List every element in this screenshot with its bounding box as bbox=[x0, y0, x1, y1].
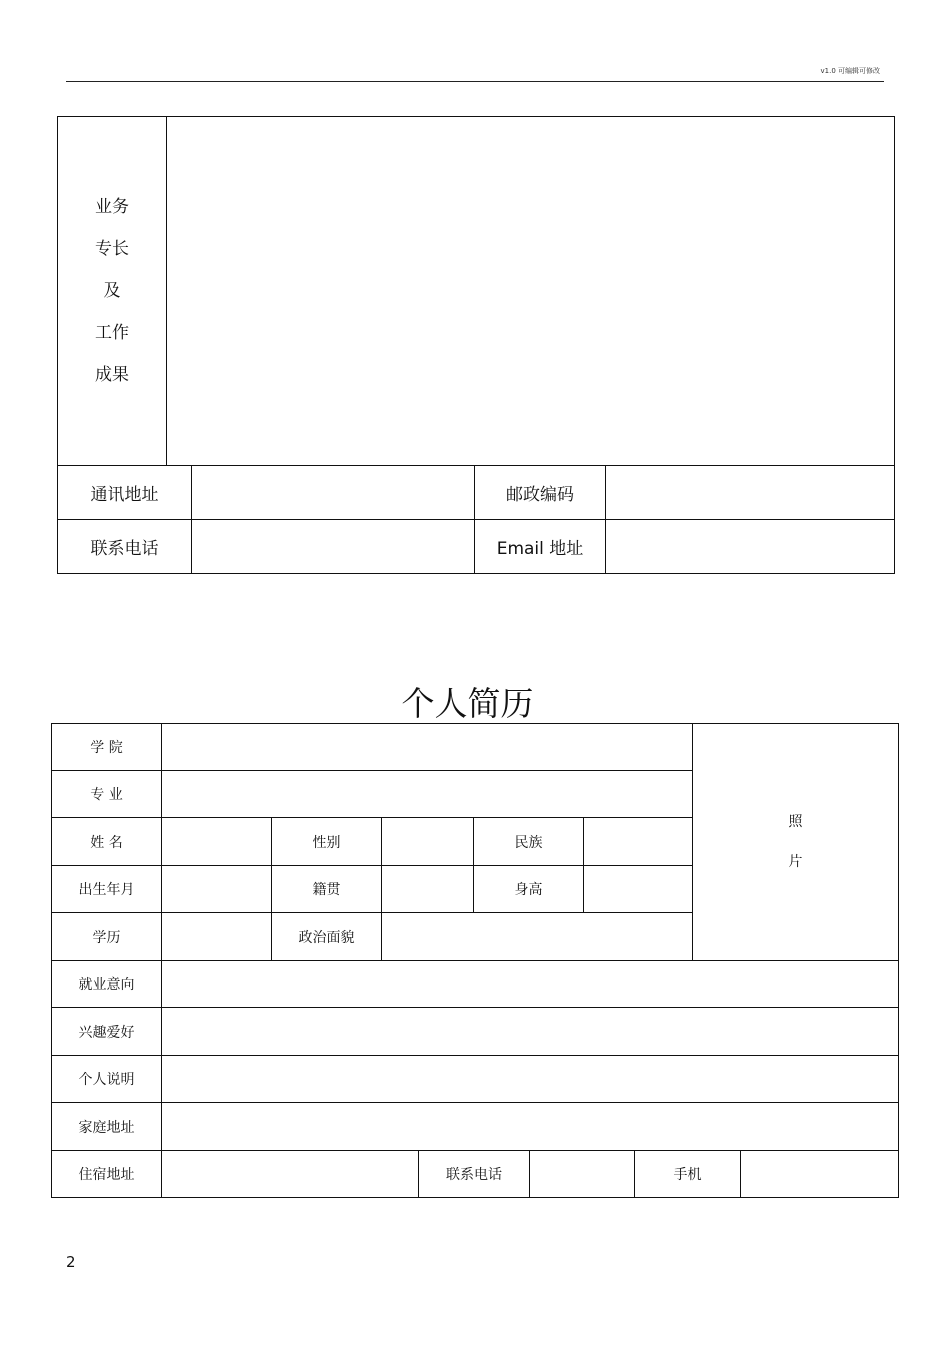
email-label: Email 地址 bbox=[475, 520, 606, 574]
major-field[interactable] bbox=[162, 771, 693, 818]
personal-statement-label: 个人说明 bbox=[52, 1056, 162, 1103]
dorm-address-field[interactable] bbox=[162, 1151, 419, 1198]
height-field[interactable] bbox=[584, 866, 693, 913]
hobbies-label: 兴趣爱好 bbox=[52, 1008, 162, 1056]
native-place-field[interactable] bbox=[382, 866, 474, 913]
postcode-field[interactable] bbox=[606, 466, 895, 520]
resume-table bbox=[51, 723, 899, 1198]
gender-field[interactable] bbox=[382, 818, 474, 866]
political-status-field[interactable] bbox=[382, 913, 693, 961]
phone-label: 联系电话 bbox=[58, 520, 192, 574]
contact-phone-label: 联系电话 bbox=[419, 1151, 530, 1198]
business-expertise-field[interactable] bbox=[167, 117, 895, 466]
photo-label-line: 片 bbox=[788, 854, 803, 870]
contact-phone-field[interactable] bbox=[530, 1151, 635, 1198]
business-label-line: 专长 bbox=[95, 239, 129, 259]
business-label-line: 及 bbox=[103, 281, 121, 301]
mobile-label: 手机 bbox=[635, 1151, 741, 1198]
business-expertise-label bbox=[58, 117, 167, 466]
business-label-line: 业务 bbox=[95, 197, 129, 217]
business-label-line: 工作 bbox=[95, 323, 129, 343]
mailing-address-field[interactable] bbox=[192, 466, 475, 520]
home-address-field[interactable] bbox=[162, 1103, 899, 1151]
page-number: 2 bbox=[66, 1253, 76, 1271]
major-label: 专 业 bbox=[52, 771, 162, 818]
ethnicity-field[interactable] bbox=[584, 818, 693, 866]
job-intention-field[interactable] bbox=[162, 961, 899, 1008]
personal-statement-field[interactable] bbox=[162, 1056, 899, 1103]
height-label: 身高 bbox=[474, 866, 584, 913]
hobbies-field[interactable] bbox=[162, 1008, 899, 1056]
header-version-text: v1.0 可编辑可修改 bbox=[820, 67, 880, 75]
ethnicity-label: 民族 bbox=[474, 818, 584, 866]
education-label: 学历 bbox=[52, 913, 162, 961]
home-address-label: 家庭地址 bbox=[52, 1103, 162, 1151]
birth-date-label: 出生年月 bbox=[52, 866, 162, 913]
postcode-label: 邮政编码 bbox=[475, 466, 606, 520]
photo-label-line: 照 bbox=[788, 814, 803, 830]
political-status-label: 政治面貌 bbox=[272, 913, 382, 961]
job-intention-label: 就业意向 bbox=[52, 961, 162, 1008]
dorm-address-label: 住宿地址 bbox=[52, 1151, 162, 1198]
mobile-field[interactable] bbox=[741, 1151, 899, 1198]
business-contact-table bbox=[57, 116, 895, 574]
header-divider bbox=[66, 81, 884, 82]
name-label: 姓 名 bbox=[52, 818, 162, 866]
resume-title: 个人简历 bbox=[401, 684, 534, 723]
phone-field[interactable] bbox=[192, 520, 475, 574]
mailing-address-label: 通讯地址 bbox=[58, 466, 192, 520]
birth-date-field[interactable] bbox=[162, 866, 272, 913]
native-place-label: 籍贯 bbox=[272, 866, 382, 913]
college-field[interactable] bbox=[162, 724, 693, 771]
gender-label: 性别 bbox=[272, 818, 382, 866]
email-field[interactable] bbox=[606, 520, 895, 574]
college-label: 学 院 bbox=[52, 724, 162, 771]
name-field[interactable] bbox=[162, 818, 272, 866]
business-label-line: 成果 bbox=[95, 365, 129, 385]
photo-area[interactable] bbox=[693, 724, 899, 961]
education-field[interactable] bbox=[162, 913, 272, 961]
